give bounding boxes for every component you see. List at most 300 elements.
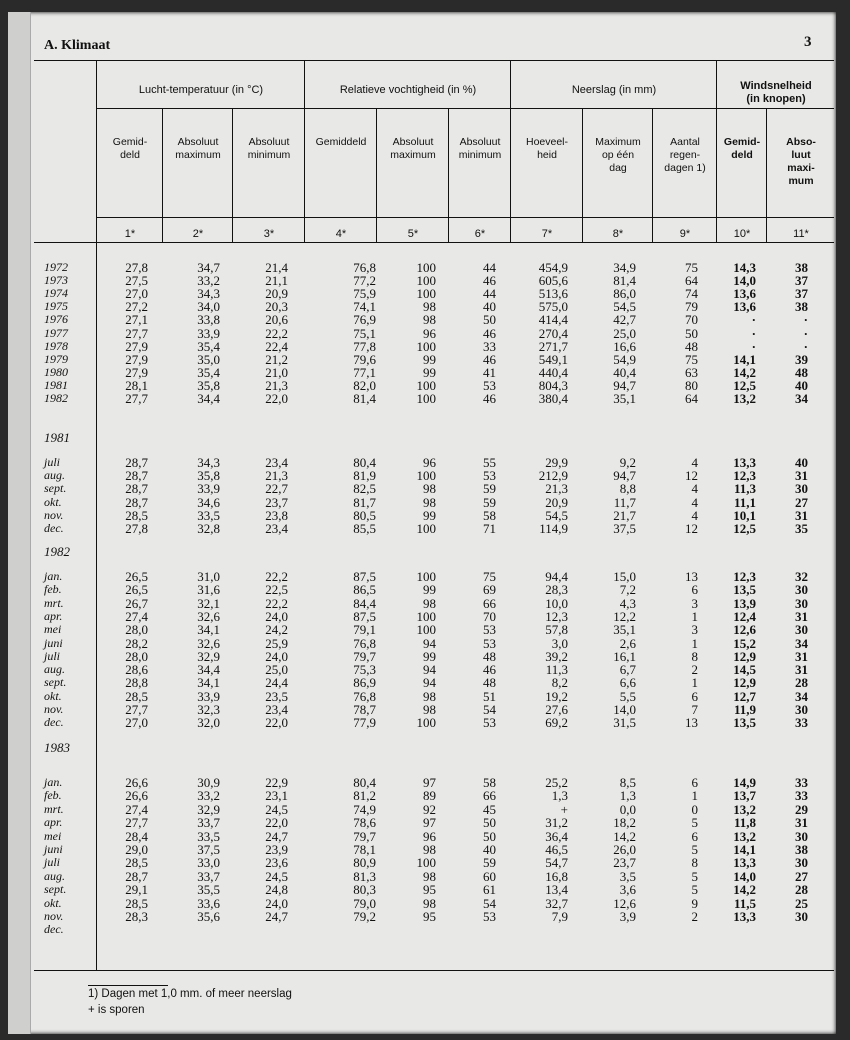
table-cell: 22,0: [265, 815, 288, 831]
table-row: [8, 896, 836, 909]
table-row: [8, 815, 836, 831]
table-cell: 12,3: [733, 468, 756, 484]
table-cell: 42,7: [613, 312, 636, 328]
table-cell: 79,7: [353, 648, 376, 664]
table-cell: 11,7: [613, 494, 636, 510]
table-cell: 13,5: [733, 715, 756, 731]
row-label: 1973: [44, 273, 68, 288]
table-cell: 75: [685, 351, 698, 367]
table-cell: 45: [483, 801, 496, 817]
table-cell: 21,3: [545, 481, 568, 497]
table-cell: 31: [795, 648, 808, 664]
table-cell: 70: [685, 312, 698, 328]
table-cell: 30: [795, 909, 808, 924]
table-cell: 7,9: [551, 909, 568, 924]
table-cell: 98: [423, 688, 436, 704]
table-cell: 212,9: [538, 468, 568, 484]
table-cell: 21,4: [265, 260, 288, 275]
table-cell: 87,5: [353, 608, 376, 624]
row-label: aug.: [44, 868, 65, 883]
table-cell: 23,5: [265, 688, 288, 704]
table-cell: 11,5: [733, 895, 756, 911]
table-cell: 34,3: [197, 286, 220, 302]
table-cell: 46: [483, 273, 496, 289]
row-label: mrt.: [44, 595, 64, 610]
table-cell: 66: [483, 595, 496, 611]
table-cell: 18,2: [613, 815, 636, 831]
table-cell: 2: [691, 909, 698, 924]
column-number: 2*: [192, 228, 204, 240]
table-cell: ·: [751, 338, 756, 354]
table-cell: 28,0: [125, 622, 148, 638]
col-divider: [376, 108, 377, 242]
group-header-wind: Windsnelheid (in knopen): [740, 80, 812, 105]
table-cell: 25,9: [265, 635, 288, 651]
table-cell: 31,5: [613, 715, 636, 731]
table-cell: 11,3: [545, 662, 568, 678]
table-cell: 1: [691, 608, 698, 624]
table-cell: 32,6: [197, 635, 220, 651]
table-cell: 22,5: [265, 582, 288, 598]
table-cell: 64: [685, 273, 698, 289]
table-cell: 38: [795, 299, 808, 315]
table-cell: 1: [691, 675, 698, 691]
table-cell: 605,6: [538, 273, 568, 289]
table-cell: 15,2: [733, 635, 756, 651]
column-header: Gemid- deld: [723, 136, 761, 161]
table-cell: 14,5: [733, 662, 756, 678]
table-cell: 59: [483, 855, 496, 871]
table-cell: 28,6: [125, 662, 148, 678]
table-cell: 100: [416, 391, 436, 406]
row-label: feb.: [44, 582, 62, 597]
table-row: [8, 662, 836, 678]
table-cell: 86,5: [353, 582, 376, 598]
table-cell: 10,1: [733, 507, 756, 523]
table-cell: 33,5: [197, 507, 220, 523]
group-divider-3: [716, 60, 717, 242]
table-cell: 2: [691, 662, 698, 678]
table-cell: 37: [795, 286, 808, 302]
table-cell: 28,3: [125, 909, 148, 924]
table-cell: 35,6: [197, 909, 220, 924]
table-cell: 27,5: [125, 273, 148, 289]
section-title: A. Klimaat: [44, 38, 111, 53]
table-cell: 54,5: [613, 299, 636, 315]
table-cell: 29: [795, 801, 808, 817]
table-cell: 27: [795, 494, 808, 510]
table-cell: 23,6: [265, 855, 288, 871]
table-cell: 80,4: [353, 775, 376, 790]
table-cell: 39,2: [545, 648, 568, 664]
row-label: sept.: [44, 882, 67, 897]
table-cell: 77,1: [353, 364, 376, 380]
column-header: Abso- luut maxi- mum: [786, 136, 816, 187]
table-cell: 27,9: [125, 364, 148, 380]
table-cell: 38: [795, 842, 808, 857]
row-label: juni: [44, 635, 63, 650]
table-cell: 46,5: [545, 842, 568, 857]
table-cell: 100: [416, 855, 436, 871]
row-label: juni: [44, 842, 63, 856]
group-header-precipitation: Neerslag (in mm): [571, 84, 657, 96]
table-cell: ·: [751, 325, 756, 341]
table-row: [8, 495, 836, 508]
table-cell: 34,3: [197, 455, 220, 470]
table-cell: 100: [416, 338, 436, 354]
table-cell: 3: [691, 595, 698, 611]
column-number: 10*: [733, 228, 751, 240]
section-label: 1981: [44, 430, 70, 445]
row-label: okt.: [44, 494, 62, 509]
table-cell: 32,8: [197, 521, 220, 536]
table-cell: 78,6: [353, 815, 376, 831]
table-cell: 28,7: [125, 455, 148, 470]
table-cell: 89: [423, 788, 436, 804]
table-row: [8, 299, 836, 315]
table-cell: 80,9: [353, 855, 376, 871]
row-label: juli: [44, 648, 61, 663]
table-cell: 25,0: [265, 662, 288, 678]
table-cell: 380,4: [538, 391, 568, 406]
table-cell: 94,7: [613, 468, 636, 484]
table-cell: 22,2: [265, 569, 288, 584]
table-cell: 23,4: [265, 455, 288, 470]
table-row: [8, 775, 836, 788]
row-label: mei: [44, 828, 62, 843]
table-cell: 28,5: [125, 855, 148, 871]
table-cell: 19,2: [545, 688, 568, 704]
table-cell: 440,4: [538, 364, 568, 380]
table-cell: 82,0: [353, 377, 376, 393]
table-cell: 20,9: [265, 286, 288, 302]
row-label: jan.: [44, 775, 63, 789]
table-cell: 13,3: [733, 909, 756, 924]
table-cell: 3,9: [619, 909, 636, 924]
table-cell: 98: [423, 868, 436, 884]
table-cell: 32,9: [197, 648, 220, 664]
row-label: jan.: [44, 569, 63, 583]
row-label: 1976: [44, 312, 68, 327]
table-cell: 79,2: [353, 909, 376, 924]
table-row: [8, 649, 836, 662]
table-cell: 50: [483, 828, 496, 844]
table-cell: 28,5: [125, 688, 148, 704]
table-cell: 75,1: [353, 325, 376, 341]
table-cell: 32: [795, 569, 808, 584]
col-divider: [232, 108, 233, 242]
table-cell: 25: [795, 895, 808, 911]
table-cell: 40: [795, 455, 808, 470]
table-cell: 30,9: [197, 775, 220, 790]
table-row: [8, 909, 836, 922]
table-cell: 87,5: [353, 569, 376, 584]
table-cell: 40: [795, 377, 808, 393]
table-cell: 8,8: [619, 481, 636, 497]
table-cell: 46: [483, 325, 496, 341]
table-cell: 12,7: [733, 688, 756, 704]
table-cell: 22,4: [265, 338, 288, 354]
table-cell: 3,6: [619, 882, 636, 898]
table-cell: 22,2: [265, 325, 288, 341]
table-cell: 86,0: [613, 286, 636, 302]
table-cell: 28,5: [125, 507, 148, 523]
table-row: [8, 882, 836, 898]
table-cell: 13,6: [733, 299, 756, 315]
table-cell: 34: [795, 688, 808, 704]
table-cell: 14,3: [733, 260, 756, 275]
footnote-rule: [88, 985, 168, 986]
table-cell: 9: [691, 895, 698, 911]
table-cell: 92: [423, 801, 436, 817]
group-divider-2: [510, 60, 511, 242]
table-row: [8, 702, 836, 715]
table-cell: ·: [803, 312, 808, 328]
table-cell: 13,9: [733, 595, 756, 611]
table-cell: 13,4: [545, 882, 568, 898]
table-cell: 69: [483, 582, 496, 598]
column-number: 3*: [263, 228, 275, 240]
table-cell: 35,1: [613, 622, 636, 638]
table-row: [8, 339, 836, 352]
group-header-temperature: Lucht-temperatuur (in °C): [138, 84, 264, 96]
table-row: [8, 596, 836, 609]
table-cell: 37,5: [613, 521, 636, 536]
table-row: [8, 855, 836, 871]
row-label: aug.: [44, 468, 65, 483]
table-cell: 35,8: [197, 377, 220, 393]
table-cell: 24,4: [265, 675, 288, 691]
column-header: Gemiddeld: [315, 136, 367, 148]
table-cell: 14,9: [733, 775, 756, 790]
table-cell: 23,9: [265, 842, 288, 857]
table-cell: 86,9: [353, 675, 376, 691]
table-cell: 23,4: [265, 521, 288, 536]
table-cell: 100: [416, 715, 436, 731]
table-cell: 75,9: [353, 286, 376, 302]
table-cell: 54: [483, 895, 496, 911]
table-cell: 53: [483, 715, 496, 731]
table-row: [8, 609, 836, 622]
table-cell: 30: [795, 622, 808, 638]
table-cell: 30: [795, 595, 808, 611]
table-cell: 29,9: [545, 455, 568, 470]
table-cell: 31: [795, 468, 808, 484]
column-number: 1*: [124, 228, 136, 240]
table-cell: 12: [685, 468, 698, 484]
table-cell: 24,2: [265, 622, 288, 638]
table-cell: 32,3: [197, 702, 220, 717]
table-cell: 27,4: [125, 801, 148, 817]
table-cell: 9,2: [619, 455, 636, 470]
table-cell: 26,0: [613, 842, 636, 857]
table-cell: 23,4: [265, 702, 288, 717]
table-cell: 66: [483, 788, 496, 804]
table-cell: 40: [483, 842, 496, 857]
table-cell: 30: [795, 828, 808, 844]
column-number: 6*: [474, 228, 486, 240]
table-cell: 21,3: [265, 468, 288, 484]
table-cell: 76,8: [353, 688, 376, 704]
table-cell: 575,0: [538, 299, 568, 315]
table-cell: 32,9: [197, 801, 220, 817]
table-cell: 13: [685, 569, 698, 584]
table-cell: 58: [483, 775, 496, 790]
table-row: [8, 689, 836, 702]
table-cell: 7,2: [619, 582, 636, 598]
table-cell: 54,5: [545, 507, 568, 523]
table-cell: 84,4: [353, 595, 376, 611]
table-cell: +: [560, 801, 568, 817]
table-cell: 97: [423, 815, 436, 831]
table-cell: 16,8: [545, 868, 568, 884]
table-cell: 24,7: [265, 828, 288, 844]
table-cell: 99: [423, 351, 436, 367]
table-row: [8, 365, 836, 378]
table-cell: 79: [685, 299, 698, 315]
table-row: [8, 802, 836, 815]
table-cell: 4: [691, 455, 698, 470]
table-cell: 6: [691, 582, 698, 598]
row-label: 1981: [44, 377, 68, 392]
table-cell: 77,8: [353, 338, 376, 354]
table-cell: 27,7: [125, 702, 148, 717]
table-cell: 24,8: [265, 882, 288, 898]
table-cell: 2,6: [619, 635, 636, 651]
table-cell: 28,3: [545, 582, 568, 598]
table-cell: 804,3: [538, 377, 568, 393]
table-cell: 96: [423, 455, 436, 470]
table-cell: 96: [423, 325, 436, 341]
table-cell: 53: [483, 377, 496, 393]
table-cell: 10,0: [545, 595, 568, 611]
col-divider: [766, 108, 767, 242]
group-header-humidity: Relatieve vochtigheid (in %): [339, 84, 477, 96]
table-top-rule: [34, 60, 834, 61]
table-cell: 76,8: [353, 260, 376, 275]
table-row: [8, 260, 836, 273]
table-cell: 58: [483, 507, 496, 523]
table-cell: 50: [483, 815, 496, 831]
table-cell: 34,7: [197, 260, 220, 275]
table-cell: 27,7: [125, 815, 148, 831]
table-cell: 27,7: [125, 391, 148, 406]
table-cell: 70: [483, 608, 496, 624]
table-cell: 21,1: [265, 273, 288, 289]
table-cell: 31: [795, 662, 808, 678]
table-cell: 27,8: [125, 260, 148, 275]
table-cell: 8: [691, 648, 698, 664]
table-cell: 11,3: [733, 481, 756, 497]
subheader-rule: [96, 217, 834, 218]
table-cell: 3,5: [619, 868, 636, 884]
table-cell: 27,6: [545, 702, 568, 717]
table-cell: 75: [483, 569, 496, 584]
column-header: Maximum op één dag: [595, 136, 641, 174]
table-cell: 1,3: [551, 788, 568, 804]
table-cell: 54,9: [613, 351, 636, 367]
table-cell: 100: [416, 521, 436, 536]
table-cell: 22,9: [265, 775, 288, 790]
table-cell: 8,5: [619, 775, 636, 790]
row-label: dec.: [44, 715, 64, 730]
table-row: [8, 508, 836, 521]
table-cell: 27,8: [125, 521, 148, 536]
column-header: Absoluut minimum: [247, 136, 291, 161]
table-cell: 11,9: [733, 702, 756, 717]
table-cell: 27,7: [125, 325, 148, 341]
table-cell: 6: [691, 688, 698, 704]
table-cell: 8,2: [551, 675, 568, 691]
table-cell: 24,0: [265, 895, 288, 911]
table-row: [8, 922, 836, 935]
table-bottom-rule: [34, 970, 834, 971]
table-cell: 16,1: [613, 648, 636, 664]
table-cell: 12,3: [733, 569, 756, 584]
table-cell: 74,9: [353, 801, 376, 817]
colnum-rule: [34, 242, 834, 243]
table-cell: 22,0: [265, 715, 288, 731]
column-header: Aantal regen- dagen 1): [664, 136, 706, 174]
table-cell: 30: [795, 855, 808, 871]
table-cell: 4: [691, 494, 698, 510]
table-cell: 34,6: [197, 494, 220, 510]
table-cell: 12,5: [733, 521, 756, 536]
column-number: 11*: [793, 228, 809, 240]
table-row: [8, 675, 836, 691]
table-cell: 23,7: [265, 494, 288, 510]
table-cell: 6,7: [619, 662, 636, 678]
table-cell: 11,1: [733, 494, 756, 510]
table-cell: 100: [416, 622, 436, 638]
row-label: dec.: [44, 922, 64, 937]
table-cell: 81,2: [353, 788, 376, 804]
table-cell: 60: [483, 868, 496, 884]
table-cell: 28: [795, 675, 808, 691]
table-cell: 53: [483, 635, 496, 651]
table-cell: 48: [483, 675, 496, 691]
table-cell: 98: [423, 299, 436, 315]
row-label: 1979: [44, 351, 68, 366]
table-row: [8, 842, 836, 855]
table-cell: 32,6: [197, 608, 220, 624]
table-cell: 12,6: [733, 622, 756, 638]
table-cell: 30: [795, 481, 808, 497]
table-cell: 79,7: [353, 828, 376, 844]
table-cell: 3,0: [551, 635, 568, 651]
table-cell: 53: [483, 468, 496, 484]
table-cell: 81,4: [613, 273, 636, 289]
table-cell: 13,7: [733, 788, 756, 804]
table-cell: 12,9: [733, 675, 756, 691]
col-divider: [582, 108, 583, 242]
table-cell: 20,9: [545, 494, 568, 510]
table-cell: 46: [483, 351, 496, 367]
table-cell: 95: [423, 909, 436, 924]
row-label: mrt.: [44, 801, 64, 816]
table-cell: 94,7: [613, 377, 636, 393]
table-cell: 54: [483, 702, 496, 717]
table-cell: 98: [423, 895, 436, 911]
table-row: [8, 829, 836, 842]
table-cell: 16,6: [613, 338, 636, 354]
table-cell: 33: [483, 338, 496, 354]
table-cell: 80,3: [353, 882, 376, 898]
table-cell: 14,1: [733, 351, 756, 367]
row-label: juli: [44, 455, 61, 469]
table-cell: 1,3: [619, 788, 636, 804]
table-cell: 28,0: [125, 648, 148, 664]
